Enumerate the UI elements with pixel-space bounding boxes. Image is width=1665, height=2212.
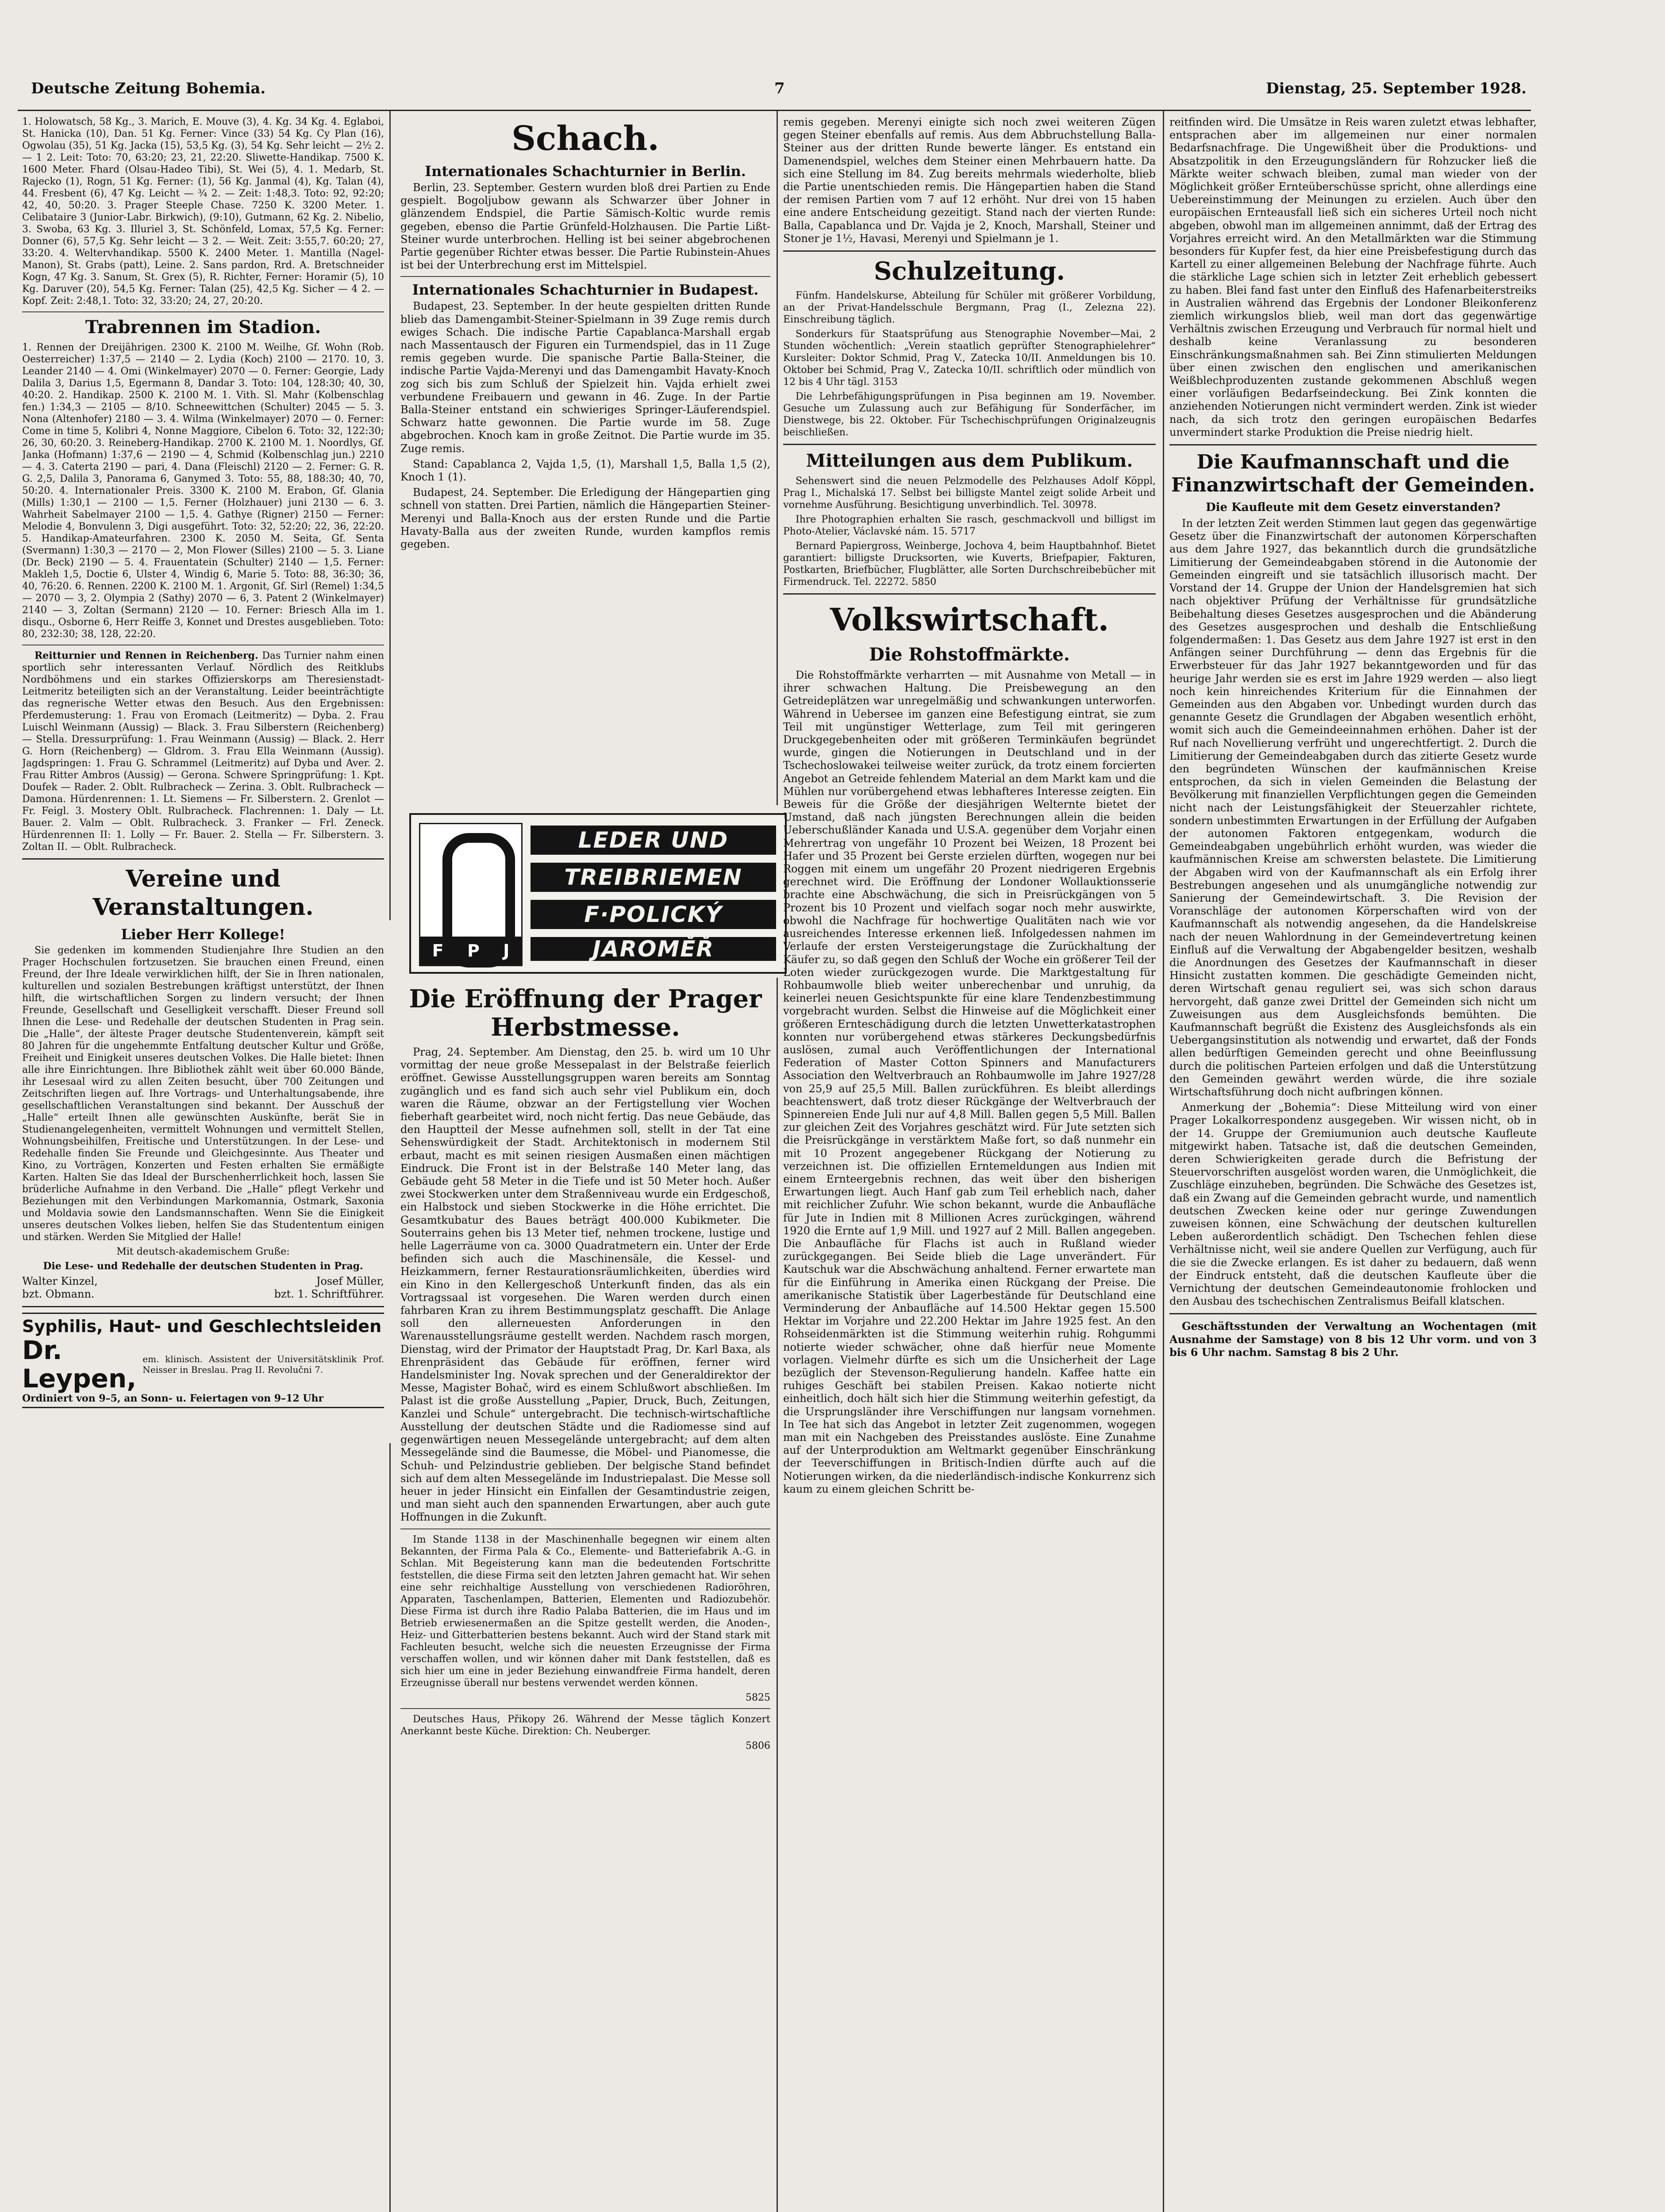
- sign-left-role: bzt. Obmann.: [22, 1288, 95, 1301]
- divider: [1169, 1313, 1537, 1314]
- messe-headline: Die Eröffnung der Prager Herbstmesse.: [409, 984, 762, 1042]
- column-1: [22, 116, 384, 2212]
- sign-right-name: Josef Müller,: [316, 1275, 384, 1287]
- column-2-top: [400, 116, 770, 810]
- divider: [22, 1306, 384, 1307]
- column-4: [1169, 116, 1537, 2212]
- divider: [400, 1708, 770, 1709]
- rohstoff-headline: Die Rohstoffmärkte.: [869, 644, 1070, 665]
- kaufmannschaft-subheadline: Die Kaufleute mit dem Gesetz einverstanden?: [1206, 501, 1500, 515]
- ad-line-2: TREIBRIEMEN: [531, 863, 776, 892]
- sign-left: [22, 1275, 98, 1301]
- divider: [22, 858, 384, 860]
- issue-date: Dienstag, 25. September 1928.: [1266, 80, 1527, 97]
- column-divider-1a: [389, 111, 391, 920]
- schul-item-2: [783, 328, 1156, 388]
- divider: [400, 1528, 770, 1529]
- doctor-ad-detail: em. klinisch. Assistent der Universitätsklinik Prof. Neisser in Breslau. Prag II. Revolučni 7.: [142, 1354, 384, 1375]
- schul-item-3: Die Lehrbefähigungsprüfungen in Pisa beginnen am 19. November. Gesuche um Zulassung auch zur Befähigung für Sonderfächer, im Dienstwege, bis 22. Oktober. Für Tschechischprüfungen Originalzeugnis beischließen.: [783, 391, 1156, 438]
- schul-item-2-text: Sonderkurs für Staatsprüfung aus Stenographie November—Mai, 2 Stunden wöchentlich: „Verein staatlich geprüfter Stenographielehrer“ Kursleiter: Doktor Schmid, Prag V., Zatecka 10/II. Anmeldungen bis 10. Oktober bei Schmid, Prag V., Zatecka 10/II. schriftlich oder mündlich von 12 bis 4 Uhr tägl.: [783, 329, 1156, 388]
- stand-notice: Im Stande 1138 in der Maschinenhalle begegnen wir einem alten Bekannten, der Firma Pala & Co., Elemente- und Batteriefabrik A.-G. in Schlan. Mit Begeisterung kann man die bedeutenden Fortschritte feststellen, die diese Firma seit den letzten Jahren gemacht hat. Wir sehen eine sehr reichhaltige Ausstellung von verschiedenen Radioröhren, Apparaten, Taschenlampen, Batterien, Elementen und Radiozubehör. Diese Firma ist durch ihre Radio Palaba Batterien, die im Haus und im Betrieb erwiesenermaßen an die Spitze gestellt werden, die Anoden-, Heiz- und Gitterbatterien bestens bekannt. Auch wird der Stand stark mit Fachleuten besucht, welche sich die neuesten Erzeugnisse der Firma verschaffen wollen, und wir können daher mit Dank feststellen, daß es sich hier um eine in jeder Beziehung einwandfreie Firma handelt, deren Erzeugnisse überall nur bestens verwendet werden können.: [400, 1534, 770, 1689]
- schul-item-2-number: 3153: [873, 376, 898, 388]
- pub-item-1: [783, 475, 1156, 511]
- header-rule: [18, 110, 1531, 111]
- column-divider-2a: [777, 111, 778, 805]
- stand-notice-number: 5825: [746, 1692, 770, 1703]
- schach-headline: Schach.: [511, 119, 659, 158]
- ad-logo-letter: J: [503, 941, 510, 960]
- reichenberg-headline: Reitturnier und Rennen in Reichenberg.: [35, 650, 258, 661]
- deutsches-haus-notice: Deutsches Haus, Přikopy 26. Während der Messe täglich Konzert Anerkannt beste Küche. Direktion: Ch. Neuberger.: [400, 1713, 770, 1737]
- pub-item-3: [783, 540, 1156, 588]
- sign-left-name: Walter Kinzel,: [22, 1275, 98, 1287]
- doctor-ad-hours: Ordiniert von 9–5, an Sonn- u. Feiertagen von 9–12 Uhr: [22, 1393, 324, 1405]
- ad-logo-letters: [420, 937, 521, 965]
- reichenberg-report: [22, 650, 384, 853]
- doctor-ad: [22, 1313, 384, 1408]
- ad-line-1: LEDER UND: [531, 826, 776, 855]
- budapest-standings: Stand: Capablanca 2, Vajda 1,5, (1), Marshall 1,5, Balla 1,5 (2), Knoch 1 (1).: [400, 457, 770, 484]
- kaufmannschaft-body: In der letzten Zeit werden Stimmen laut gegen das gegenwärtige Gesetz über die Finanzwirtschaft der autonomen Körperschaften aus dem Jahre 1927, das bekanntlich durch die grundsätzliche Limitierung der Gemeindeabgaben störend in die Autonomie der Gemeinden eingreift und sie tatsächlich illusorisch macht. Der Vorstand der 14. Gruppe der Union der Handelsgremien hat sich nach objektiver Prüfung der Verhältnisse für grundsätzliche Beibehaltung dieses Gesetzes ausgesprochen und die Abänderung des Gesetzes ausgesprochen und deshalb die Entschließung folgendermaßen: 1. Das Gesetz aus dem Jahre 1927 ist erst in den Anfängen seiner Durchführung — denn das Ergebnis für die Erwerbsteuer für das Jahr 1927 bekanntgeworden und für das heurige Jahr werden sie es erst im Jahre 1929 werden — also liegt noch kein hinreichendes Kriterium für die Einnahmen der Gemeinden aus den Abgaben vor. Unbedingt wurden durch das genannte Gesetz die Grundlagen der Abgaben wesentlich erhöht, womit sich auch die Gemeindeeinnahmen erhöhen. Daher ist der Ruf nach Novellierung verfrüht und ungerechtfertigt. 2. Durch die Limitierung der Gemeindeabgaben durch das zitierte Gesetz wurde den begründeten Wünschen der kaufmännischen Kreise entsprochen, da sich in vielen Gemeinden die Belastung der Bevölkerung mit finanziellen Verpflichtungen gegen die Gemeinden nicht nach der Leistungsfähigkeit der Steuerzahler richtete, sondern unbestimmten Erwartungen in der Erfüllung der Aufgaben der autonomen Faktoren entgegenkam, wodurch die Gemeindeabgaben ungebührlich erhöht wurden, was wieder die kaufmännischen Kreise am schwersten belastete. Die Limitierung der Abgaben wird von der Kaufmannschaft als ein Erfolg ihrer Bestrebungen angesehen und als unumgängliche notwendig zur Sanierung der Gemeindewirtschaft. 3. Die Revision der Voranschläge der autonomen Körperschaften wird von der Kaufmannschaft als notwendig angesehen, da die Handelskreise nach der neuen Wahlordnung in der Gemeindevertretung keinen Einfluß auf die Verwaltung der Abgabengelder besitzen, weshalb die Anordnungen des Gesetzes der Kaufmannschaft in dieser Hinsicht zustatten kommen. Die geschädigte Gemeinden nicht, deren Wirtschaft genau reguliert sei, was sich schon daraus hervorgeht, daß ganze zwei Drittel der Gemeinden sich nicht um Zuweisungen aus dem Ausgleichsfonds bemühten. Die Kaufmannschaft begrüßt die Existenz des Ausgleichsfonds als ein Uebergangsinstitution als notwendig und erwartet, daß der Fonds allen bedürftigen Gemeinden gerecht und ohne Beeinflussung durch die politischen Parteien erfolgen und daß die Unterstützung den Gemeinden gewährt werden würde, die ihre soziale Wirtschaftsführung doch nicht aufbringen können.: [1169, 517, 1537, 1098]
- trabrennen-results: 1. Rennen der Dreijährigen. 2300 K. 2100 M. Weilhe, Gf. Wohn (Rob. Oesterreicher) 1:37,5 — 2140 — 2. Lydia (Koch) 2100 — 2170. 10, 3. Leander 2140 — 4. Omi (Winkelmayer) 2070 — 0. Ferner: Georgie, Lady Dalila 3, Darius 1,5, Egermann 8, Dandar 3. Toto: 104, 128:30; 40, 30, 40:20. 2. Handikap. 2500 K. 2100 M. 1. Vith. Sl. Mahr (Kolbenschlag fen.) 1:34,3 — 2105 — 8/10. Schneewittchen (Schulter) 2045 — 5. 3. Nona (Altenhofer) 2180 — 3. 4. Wilma (Winkelmayer) 2070 — 0. Ferner: Come in time 5, Kolibri 4, Nonne Maggiore, Cibelon 6. Toto: 32, 122:30; 26, 30, 60:20. 3. Reineberg-Handikap. 2700 K. 2100 M. 1. Noordlys, Gf. Janka (Hofmann) 1:37,6 — 2190 — 4, Schmid (Kolbenschlag jun.) 2210 — 4. 3. Caterta 2190 — pari, 4. Dana (Fleischl) 2120 — 2. Ferner: G. R. G. 2,5, Dalila 3, Panorama 6, Ganymed 3. Toto: 55, 88, 188:30; 40, 70, 50:20. 4. Internationaler Preis. 3300 K. 2100 M. Erabon, Gf. Glania (Mills) 1:30,1 — 2100 — 1,5. Ferner (Holzhauer) juni 2130 — 6. 3. Wahrheit Sabelmayer 2100 — 1,5. 4. Gathye (Rigner) 2150 — Ferner: Melodie 4, Bonvulenn 3, Digi ausgeführt. Toto: 32, 52:20; 22, 36, 22:20. 5. Handikap-Amateurfahren. 2300 K. 2050 M. Seita, Gf. Senta (Svermann) 1:30,3 — 2170 — 2, Mon Flower (Silles) 2100 — 5. 3. Liane (Dr. Beck) 2190 — 5. 4. Frauentatein (Schulter) 2140 — 1,5. Ferner: Makleh 1,5, Doctie 6, Ulster 4, Windig 6, Marie 5. Toto: 88, 36:30; 36, 40, 76:20. 6. Rennen. 2200 K. 2100 M. 1. Argonit, Gf. Sirl (Remel) 1:34,5 — 2070 — 3, 2. Olympia 2 (Sathy) 2070 — 6, 3. Patent 2 (Winkelmayer) 2140 — 3, Zoltan (Sermann) 2120 — 10. Ferner: Briesch Alla im 1. disqu., Osborne 6, Herr Reiffe 3, Konnet und Drestes ausgeblieben. Toto: 80, 232:30; 38, 128, 22:20.: [22, 342, 384, 640]
- race-results-top: 1. Holowatsch, 58 Kg., 3. Marich, E. Mouve (3), 4. Kg. 34 Kg. 4. Eglaboi, St. Hanicka (10), Dan. 51 Kg. Ferner: Vince (33) 54 Kg. Cy Plan (16), Ogwolau (35), 51 Kg. Jacka (15), 53,5 Kg. (3), 54 Kg. Sehr leicht — 2½ 2. — 1 2. Leit: Toto: 70, 63:20; 23, 21, 22:20. Sliwette-Handikap. 7500 K. 1600 Meter. Fhard (Olsau-Hadeo Tibi), St. Wei (5), 4. 1. Medarb, St. Rajecko (1), Rogn, 51 Kg. Ferner: (1), 56 Kg. Janmal (4), Kg. Talan (4), 44. Fresbent (6), 47 Kg. Leicht — ¾ 2. — Zeit: 1:48,3. Toto: 92, 92:20; 42, 40, 50:20. 3. Prager Steeple Chase. 7250 K. 3200 Meter. 1. Celibataire 3 (Junior-Labr. Birkwich), (9:10), Gutmann, 62 Kg. 2. Nibelio, 3. Swoba, 63 Kg. 3. Illuriel 3, St. Schönfeld, Lomax, 57,5 Kg. Ferner: Donner (6), 57,5 Kg. Sehr leicht — 3 2. — Weit. Zeit: 3:55,7. 60:20; 27, 33:20. 4. Weltervhandikap. 5500 K. 2400 Meter. 1. Mantilla (Nagel-Manon), St. Grabs (patt), Leine. 2. Sans pardon, Rrd. A. Bretschneider Kogn, 47 Kg. 3. Sanum, St. Grex (5), R. Richter, Ferner: Horamir (5), 10 Kg. Daruver (20), 54,5 Kg. Ferner: Talan (25), 42,5 Kg. Sicher — 4 2. — Kopf. Zeit: 2:48,1. Toto: 32, 33:20; 24, 27, 20:20.: [22, 116, 384, 307]
- pub-item-2: [783, 514, 1156, 538]
- ad-line-4: JAROMĚŘ: [531, 937, 776, 961]
- trabrennen-headline: Trabrennen im Stadion.: [85, 317, 321, 338]
- messe-body: Prag, 24. September. Am Dienstag, den 25. b. wird um 10 Uhr vormittag der neue große Messepalast in der Belstraße feierlich eröffnet. Gewisse Ausstellungsgruppen waren bereits am Sonntag zugänglich und es fand sich auch sehr viel Publikum ein, doch waren die Räume, obzwar an der Fertigstellung vier Wochen fieberhaft gearbeitet wird, noch nicht fertig. Das neue Gebäude, das den Hauptteil der Messe aufnehmen soll, stellt in der Tat eine Sehenswürdigkeit der Stadt. Architektonisch in modernem Stil erbaut, macht es mit seinen riesigen Ausmaßen einen mächtigen Eindruck. Die Front ist in der Belstraße 140 Meter lang, das Gebäude geht 58 Meter in die Tiefe und ist 50 Meter hoch. Außer zwei Stockwerken unter dem Straßenniveau wurde ein Erdgeschoß, ein Halbstock und sieben Stockwerke in die Höhe errichtet. Die Gesamtkubatur des Baues beträgt 400.000 Kubikmeter. Die Souterrains gehen bis 13 Meter tief, nehmen trockene, lustige und helle Lagerräume von ca. 3000 Quadratmetern ein. Unter der Erde befinden sich auch die Maschinensäle, die Kessel- und Heizkammern, ferner Restaurationsräumlichkeiten, überdies wird ein Kino in den Kellergeschoß Unterkunft finden, das als ein Vortragssaal ist vorgesehen. Die Waren werden durch einen fahrbaren Kran zu ihrem Bestimmungsplatz geschafft. Die Anlage soll den allerneuesten Anforderungen in den Warenausstellungsräume gestellt werden. Nachdem rasch morgen, Dienstag, wird der Primator der Hauptstadt Prag, Dr. Karl Baxa, als Ehrenpräsident das Gebäude für eröffnen, ferner wird Handelsminister Ing. Novak sprechen und der Generaldirektor der Messe, Magister Bohač, wird es einem Schlußwort abschließen. Im Palast ist die große Ausstellung „Papier, Druck, Buch, Zeitungen, Kanzlei und Schule“ untergebracht. Die technisch-wirtschaftliche Ausstellung der deutschen Städte und die Radiomesse sind auf gegenwärtigen neuen Messegelände untergebracht; auf dem alten Messegelände sind die Baumesse, die Möbel- und Pianomesse, die Schuh- und Pelzindustrie geblieben. Der belgische Stand befindet sich auf dem alten Messegelände im Industriepalast. Die Messe soll heuer in jeder Hinsicht ein Einfallen der Gesamtindustrie zeigen, und man sieht auch den spannenden Erwartungen, aber auch gute Hoffnungen in die Zukunft.: [400, 1046, 770, 1524]
- schul-item-1: Fünfm. Handelskurse, Abteilung für Schüler mit größerer Vorbildung, an der Privat-Handelsschule Bergmann, Prag (I., Zelezna 22). Einschreibung täglich.: [783, 290, 1156, 326]
- schulzeitung-headline: Schulzeitung.: [874, 257, 1065, 286]
- divider: [783, 250, 1156, 252]
- newspaper-name: Deutsche Zeitung Bohemia.: [31, 80, 266, 97]
- sign-right: [274, 1275, 384, 1301]
- pub-item-2-text: Ihre Photographien erhalten Sie rasch, geschmackvoll und billigst im Photo-Atelier, Václavské nám. 15.: [783, 514, 1156, 538]
- pub-item-3-text: Bernard Papiergross, Weinberge, Jochova 4, beim Hauptbahnhof. Bietet garantiert: billigste Drucksorten, wie Kuverts, Briefpapier, Fakturen, Postkarten, Briefbücher, Flugblätter, alle Sorten Durchschreibebücher mit Firmendruck. Tel. 22272.: [783, 541, 1156, 588]
- berlin-body: Berlin, 23. September. Gestern wurden bloß drei Partien zu Ende gespielt. Bogoljubow gewann als Schwarzer über Johner in glänzendem Endspiel, die Partie Sämisch-Koltic wurde remis gegeben, ebenso die Partie Grünfeld-Holzhausen. Die Partie Lißt-Steiner wurde unterbrochen. Helling ist bei seiner abgebrochenen Partie gegenüber Richter etwas besser. Die Partie Rubinstein-Ahues ist bei der Unterbrechung erst im Mittelspiel.: [400, 181, 770, 272]
- divider: [783, 593, 1156, 595]
- lieber-org: Die Lese- und Redehalle der deutschen Studenten in Prag.: [43, 1260, 363, 1272]
- lieber-headline: Lieber Herr Kollege!: [121, 926, 285, 943]
- doctor-ad-title: Syphilis, Haut- und Geschlechtsleiden: [22, 1317, 382, 1336]
- rohstoff-continuation: reitfinden wird. Die Umsätze in Reis waren zuletzt etwas lebhafter, entsprachen aber im allgemeinen nur einer normalen Bedarfsnachfrage. Die Ungewißheit über die Produktions- und Absatzpolitik in den Erzeugungsländern für Rohzucker ließ die Märkte weiter schwach bleiben, zumal man wieder von der Möglichkeit größer Ernteüberschüsse spricht, ohne allerdings eine Uebereinstimmung der Meinungen zu erzielen. Auch über den europäischen Ernteausfall ließ sich ein sicheres Urteil noch nicht abgeben, obwohl man im allgemeinen annimmt, daß der Ertrag des Vorjahres erreicht wird. An den Metallmärkten war die Stimmung besonders für Kupfer fest, da hier eine Preisbefestigung durch das Kartell zu einer allgemeinen Belebung der Nachfrage führte. Auch die stärkliche Lage schien sich in letzter Zeit erheblich gebessert zu haben. Blei fand fast unter den Einfluß des Hafenarbeiterstreiks in Australien während das Ergebnis der Londoner Bleikonferenz ziemlich wirkungslos blieb, weil man dort das gegenwärtige Verhältnis zwischen Erzeugung und Verbrauch für normal hielt und deshalb keine Veranlassung zu besonderen Einschränkungsmaßnahmen sah. Bei Zinn stimulierten Meldungen über einen zwischen den englischen und amerikanischen Weißblechproduzenten zustande gekommenen Abschluß wegen einer vorläufigen Bedarfseindeckung. Bei Zink konnten die anziehenden Notierungen nicht vermindert werden. Zink ist wieder nach, da sich trotz den geringen europäischen Bedarfes unvermindert starke Produktion die Preise niedrig hielt.: [1169, 116, 1537, 438]
- divider: [783, 444, 1156, 445]
- budapest-headline: Internationales Schachturnier in Budapest.: [412, 281, 759, 299]
- column-3: [783, 116, 1156, 2212]
- divider: [1169, 444, 1537, 445]
- publikum-headline: Mitteilungen aus dem Publikum.: [806, 450, 1133, 472]
- divider: [400, 276, 770, 277]
- page-header: [31, 80, 1527, 103]
- deutsches-haus-number: 5806: [746, 1740, 770, 1751]
- rohstoff-body: Die Rohstoffmärkte verharrten — mit Ausnahme von Metall — in ihrer schwachen Haltung. Die Preisbewegung an den Getreideplätzen war unregelmäßig und schwankungen unterworfen. Während in Uebersee im ganzen eine Befestigung eintrat, sie zum Teil mit ungünstiger Wetterlage, zum Teil mit geringeren Druckgegebenheiten oder mit größeren Terminkäufen begründet wurde, gingen die Notierungen in Deutschland und in der Tschechoslowakei teilweise weiter zurück, da trotz einem forcierten Angebot an Getreide fehlendem Material an dem Markt kam und die Mühlen nur vorübergehend etwas lebhafteres Interesse zeigten. Ein Beweis für die Größe der diesjährigen Welternte bietet der Umstand, daß nach jüngsten Berechnungen allein die beiden Ueberschußländer Kanada und U.S.A. gegenüber dem Vorjahr einen Mehrertrag von ungefähr 10 Prozent bei Weizen, 18 Prozent bei Hafer und 35 Prozent bei Gerste erzielen dürften, wogegen nur bei Roggen mit einem um ungefähr 20 Prozent niedrigeren Ergebnis gerechnet wird. Die Eröffnung der Londoner Wollauktionsserie brachte eine Abschwächung, die sich in Preisrückgängen von 5 Prozent bis 10 Prozent und vielfach sogar noch mehr auswirkte, obwohl die Nachfrage für hochwertige Qualitäten nach wie vor ausreichendes Interesse erkennen ließ. Infolgedessen nahmen im Verlaufe der ersten Versteigerungstage die Zurückhaltung der Käufer zu, so daß gegen den Schluß der Woche ein größerer Teil der Loten wieder zurückgezogen wurde. Die Marktgestaltung für Rohbaumwolle blieb weiter unberechenbar und unruhig, da keinerlei neuen Gesichtspunkte für eine klare Tendenzbestimmung vorgebracht wurden. Selbst die Hinweise auf die Möglichkeit einer größeren Ernteschädigung durch die letzten Unwetterkatastrophen konnten nur vorübergehend etwas stärkeres Deckungsbedürfnis auslösen, zumal auch Veröffentlichungen der International Federation of Master Cotton Spinners and Manufacturers Association den Weltverbrauch an Rohbaumwolle im Jahre 1927/28 von 25,9 auf 25,5 Mill. Ballen zurückführen. Es bleibt allerdings beachtenswert, daß trotz dieser Rückgänge der Weltverbrauch der Spinnereien Ende Juli nur auf 4,8 Mill. Ballen gegen 5,5 Mill. Ballen zur gleichen Zeit des Vorjahres geschätzt wird. Für Jute setzten sich die Preisrückgänge in verstärktem Maße fort, so daß nunmehr ein mit 10 Prozent angegebener Rückgang der Notierung zu verzeichnen ist. Die offiziellen Erntemeldungen aus Indien mit einem Ernteergebnis rechnen, das weit über den bisherigen Erwartungen liegt. Auch Hanf gab zum Teil erheblich nach, daher mit reichlicher Zufuhr. Wie schon bekannt, wurde die Anbaufläche für Jute in Indien mit 8 Millionen Acres zurückgingen, während 1920 die Ernte auf 1,9 Mill. und 1927 auf 2 Mill. Ballen angegeben. Die Anbaufläche für Flachs ist auch in Rußland wieder zurückgegangen. Bei Seide blieb die Lage unverändert. Für Kautschuk war die Abschwächung anhaltend. Ferner erwartete man für die Einführung in Amerika einen Rückgang der Preise. Die amerikanische Statistik über Lagerbestände für Deutschland eine Verminderung der Anbaufläche auf 14.500 Hektar gegen 15.500 Hektar im Vorjahre und 22.200 Hektar im Jahre 1925 fest. An den Rohseidenmärkten ist die Stimmung weiterhin ruhig. Rohgummi notierte wieder schwächer, ohne daß hierfür neue Momente vorlagen. Vielmehr dürfte es sich um die Unsicherheit der Lage bezüglich der Stevenson-Regulierung handeln. Kaffee hatte ein ruhiges Geschäft bei stabilen Preisen. Kakao notierte nicht einheitlich, doch hält sich hier die Stimmung weiterhin gefestigt, da die Ursprungsländer ihre Verschiffungen nur langsam vornehmen. In Tee hat sich das Angebot in letzter Zeit zugenommen, wogegen man mit ein Nachgeben des Preisstandes auslöste. Eine Zunahme auf der Unterproduktion am Weltmarkt gegenüber Einschränkung der Teeverschiffungen in Britisch-Indien dürfte auch auf die Notierungen wirken, da die niederländisch-indische Konkurrenz sich kaum zu einem gleichen Schritt be-: [783, 669, 1156, 1495]
- reichenberg-body: Das Turnier nahm einen sportlich sehr interessanten Verlauf. Nördlich des Reitklubs Nordböhmens und ein starkes Offizierskorps am Theresienstadt-Leitmeritz beteiligten sich an der Veranstaltung. Leider beeinträchtigte das regnerische Wetter etwas den Besuch. Aus den Ergebnissen: Pferdemusterung: 1. Frau von Eromach (Leitmeritz) — Dyba. 2. Frau Luischl Weinmann (Aussig) — Black. 3. Frau Silberstern (Reichenberg) — Stella. Dressurprüfung: 1. Frau Weinmann (Aussig) — Black. 2. Herr G. Horn (Reichenberg) — Gldrom. 3. Frau Ella Weinmann (Aussig). Jagdspringen: 1. Frau G. Schrammel (Leitmeritz) auf Dyba und Aver. 2. Frau Ritter Ambros (Aussig) — Gerona. Schwere Springprüfung: 1. Kpt. Doufek — Rader. 2. Oblt. Rulbracheck — Zerina. 3. Oblt. Rulbracheck — Damona. Hürdenrennen: 1. Lt. Siemens — Fr. Silberstern. 2. Grenlot — Fr. Feigl. 3. Mostery Oblt. Rulbracheck. Flachrennen: 1. Daly — Lt. Bauer. 2. Valm — Oblt. Rulbracheck. 3. Franker — Frl. Zeneck. Hürdenrennen II: 1. Lolly — Fr. Bauer. 2. Stella — Fr. Silberstern. 3. Zoltan II. — Oblt. Rulbracheck.: [22, 650, 384, 853]
- divider: [22, 311, 384, 312]
- schach-continuation: remis gegeben. Merenyi einigte sich noch zwei weiteren Zügen gegen Steiner ebenfalls auf remis. Aus dem Abbruchstellung Balla-Steiner aus der dritten Runde bewerte länger. Es entstand ein Damenendspiel, welches dem Steiner einen Mehrbauern hatte. Da sich eine Stellung im 84. Zug bereits mehrmals wiederholte, blieb die Partie unentschieden remis. Die Hängepartien haben die Stand der remisen Partien vom 7 auf 12 erhöht. Nur drei von 15 haben eine andere Entscheidung gezeitigt. Stand nach der vierten Runde: Balla, Capablanca und Dr. Vajda je 2, Knoch, Marshall, Steiner und Stoner je 1½, Havasi, Merenyi und Spielmann je 1.: [783, 116, 1156, 245]
- vereine-headline: Vereine und Veranstaltungen.: [92, 865, 314, 921]
- berlin-headline: Internationales Schachturnier in Berlin.: [425, 163, 746, 180]
- ad-logo-letter: F: [432, 941, 444, 960]
- signatures: [22, 1275, 384, 1301]
- budapest-body-1: Budapest, 23. September. In der heute gespielten dritten Runde blieb das Damengambit-Steiner-Spielmann in 39 Zuge remis durch ewiges Schach. Die indische Partie Capablanca-Marshall ergab nach Massentausch der Figuren ein Turmendspiel, das in 11 Zuge remis gegeben wurde. Die spanische Partie Balla-Steiner, die indische Partie Vajda-Merenyi und das Damengambit Havaty-Knoch zog sich bis zum Schluß der Spielzeit hin. Vajda erhielt zwei verbundene Freibauern und gewann in 46. Zuge. In der Partie Balla-Steiner entstand ein schwieriges Springer-Läuferendspiel. Schwarz hatte gewonnen. Die Partie wurde im 58. Zuge abgebrochen. Knoch kam in große Zeitnot. Die Partie wurde im 35. Zuge remis.: [400, 300, 770, 455]
- doctor-ad-name: Dr. Leypen,: [22, 1335, 137, 1394]
- column-divider-3: [1163, 111, 1164, 2212]
- office-hours-notice: Geschäftsstunden der Verwaltung an Wochentagen (mit Ausnahme der Samstage) von 8 bis 12 Uhr vorm. und von 3 bis 6 Uhr nachm. Samstag 8 bis 2 Uhr.: [1169, 1320, 1537, 1359]
- column-divider-1b: [389, 1443, 391, 2212]
- ad-logo: [419, 823, 523, 966]
- bohemia-note: Anmerkung der „Bohemia“: Diese Mitteilung wird von einer Prager Lokalkorrespondenz ausgegeben. Wir wissen nicht, ob in der 14. Gruppe der Gremiumunion auch deutsche Kaufleute mitgewirkt haben. Tatsache ist, daß die deutschen Gemeinden, deren Schwierigkeiten gerade durch die Befristung der Steuervorschriften ausgelöst worden waren, die Unmöglichkeit, die Zuschläge einzuheben, begründen. Die Schwäche des Gesetzes ist, daß ein Zwang auf die Gemeinden gebracht wurde, und namentlich deutschen Zwecken keine oder nur geringe Zuwendungen zuweisen können, eine Schwächung der deutschen kulturellen Leben außerordentlich schädigt. Den Tschechen fehlen diese Verhältnisse nicht, weil sie andere Quellen zur Verfügung, auch für die sie die Zwecke erlangen. Es ist daher zu bedauern, daß wenn der Eindruck entsteht, daß die deutschen Kaufleute über die Vernichtung der deutschen Gemeindeautonomie frohlocken und den Ausbau des tschechischen Zentralismus Beifall klatschen.: [1169, 1101, 1537, 1308]
- ad-logo-letter: P: [467, 941, 480, 960]
- lieber-body: Sie gedenken im kommenden Studienjahre Ihre Studien an den Prager Hochschulen fortzusetzen. Sie brauchen einen Freund, einen Freund, der Ihre Ideale verwirklichen hilft, der Sie in Ihren nationalen, kulturellen und sozialen Bestrebungen kräftigst unterstützt, der Ihnen hilft, die wirtschaftlichen Sorgen zu lindern versucht; der Ihnen Freunde, Gesellschaft und Geselligkeit verschafft. Dieser Freund soll Ihnen die Lese- und Redehalle der deutschen Studenten in Prag sein. Die „Halle“, der älteste Prager deutsche Studentenverein, kämpft seit 80 Jahren für die ungehemmte Entfaltung deutscher Kultur und Größe, Freiheit und Einigkeit unseres deutschen Volkes. Die Halle bietet: Ihnen alle ihre Einrichtungen. Ihre Bibliothek zählt weit über 60.000 Bände, ihr Lesesaal wird zu allen Zeiten besucht, über 700 Zeitungen und Zeitschriften liegen auf. Ihre Vortrags- und Unterhaltungsabende, ihre gesellschaftlichen Veranstaltungen sind bekannt. Der Ausschuß der „Halle“ erteilt Ihnen alle gewünschten Auskünfte, berät Sie in Studienangelegenheiten, vermittelt Wohnungen und vermittelt Stellen, Wohnungsbeihilfen, Freitische und Unterstützungen. In der Lese- und Redehalle finden Sie Freunde und Gleichgesinnte. Aus Theater und Kino, zu Vorträgen, Konzerten und Festen erhalten Sie ermäßigte Karten. Halten Sie das Ideal der Burschenherrlichkeit hoch, lassen Sie brüderliche Aufnahme in den Verband. Die „Halle“ pflegt Verkehr und Beziehungen mit den Verbindungen Markomannia, Ostmark, Saxonia und Moldavia sowie den Landsmannschaften. Wenn Sie die Einigkeit unseres deutschen Volkes lieben, helfen Sie das Studententum einigen und stärken. Werden Sie Mitglied der Halle!: [22, 945, 384, 1243]
- page-number: 7: [774, 80, 785, 97]
- budapest-body-2: Budapest, 24. September. Die Erledigung der Hängepartien ging schnell von statten. Drei Partien, nämlich die Hängepartien Steiner-Merenyi und Balla-Knoch aus der ersten Runde und die Partie Havaty-Balla aus der zweiten Runde, wurden kampflos remis gegeben.: [400, 486, 770, 551]
- kaufmannschaft-headline: Die Kaufmannschaft und die Finanzwirtschaft der Gemeinden.: [1171, 451, 1535, 497]
- pub-item-3-number: 5850: [911, 576, 937, 588]
- ad-line-3: F·POLICKÝ: [531, 900, 776, 929]
- pub-item-1-text: Sehenswert sind die neuen Pelzmodelle des Pelzhauses Adolf Köppl, Prag I., Michalská 17. Selbst bei billigste Mantel zeigt solide Arbeit und vornehme Ausführung. Besichtigung unverbindlich.: [783, 476, 1156, 511]
- pub-item-1-tel: Tel. 30978.: [1042, 499, 1097, 511]
- leder-treibriemen-ad: [409, 813, 787, 974]
- pub-item-2-number: 5717: [950, 526, 976, 538]
- lieber-greeting: Mit deutsch-akademischem Gruße:: [116, 1246, 290, 1257]
- column-2-bottom: [400, 982, 770, 2212]
- volkswirtschaft-headline: Volkswirtschaft.: [830, 601, 1109, 638]
- column-divider-2b: [777, 978, 778, 2212]
- sign-right-role: bzt. 1. Schriftführer.: [274, 1288, 384, 1301]
